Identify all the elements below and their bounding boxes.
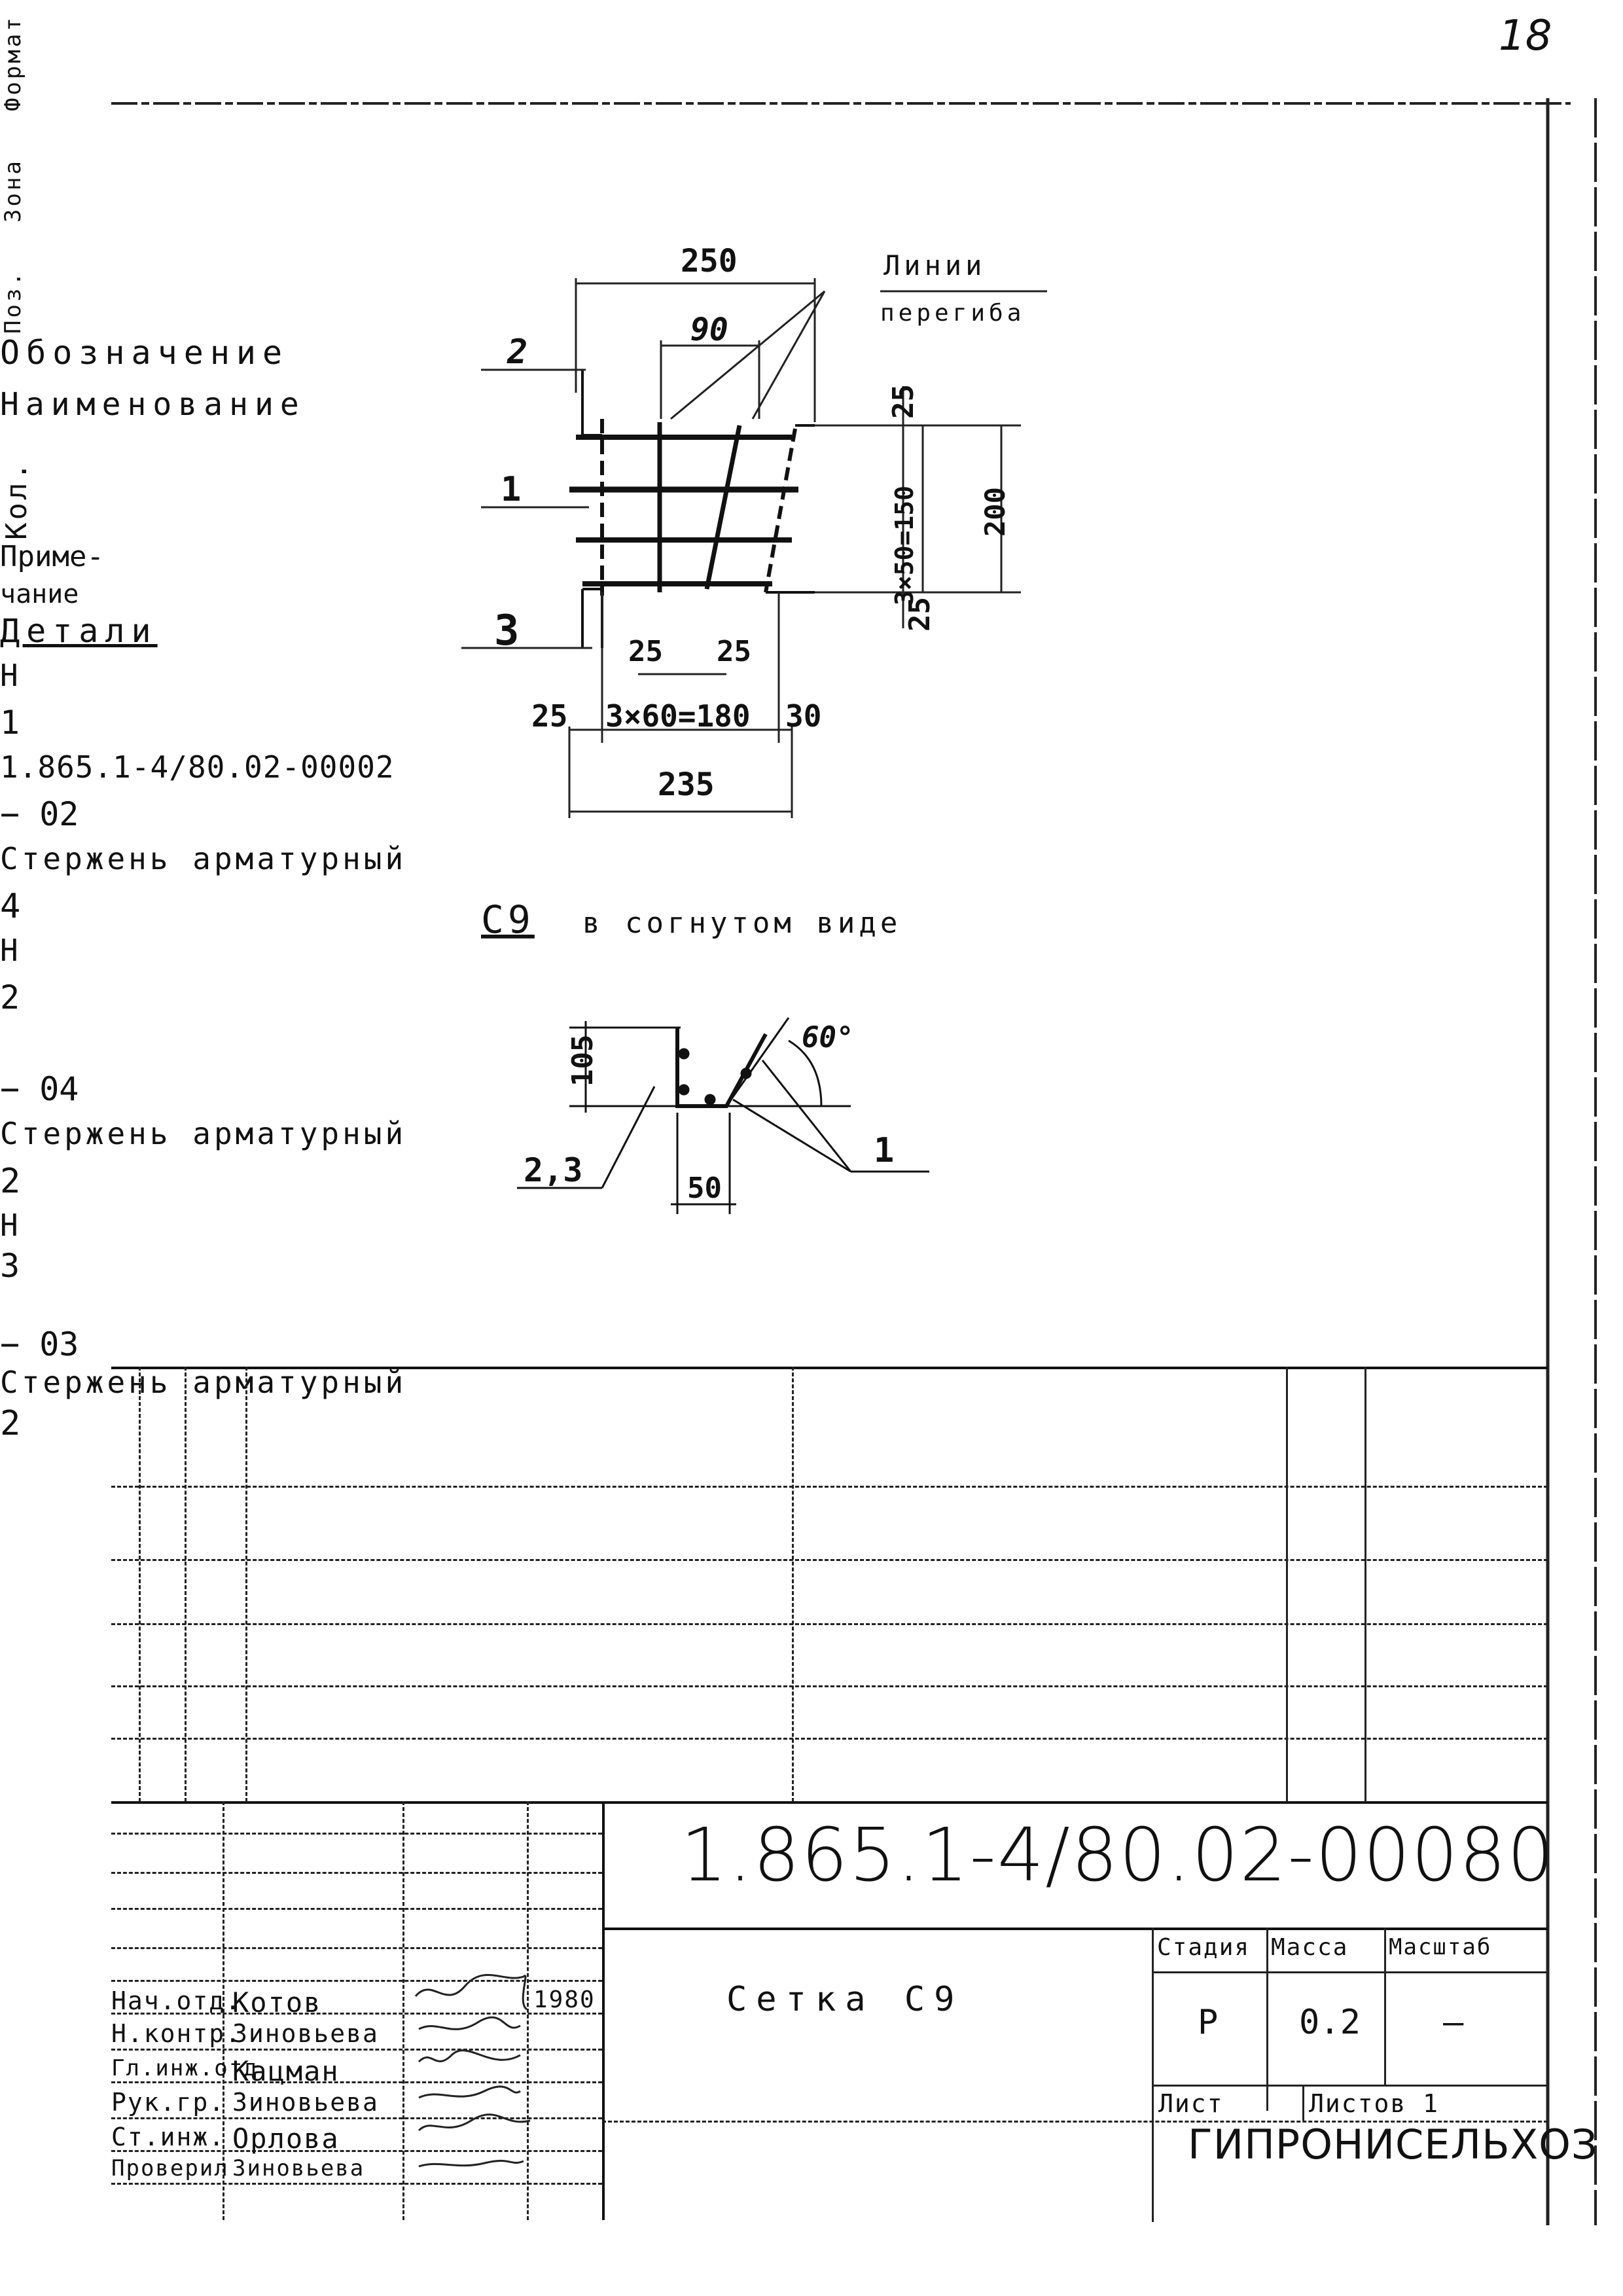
organization: ГИПРОНИСЕЛЬХОЗ <box>1188 2121 1598 2168</box>
stage-value: Р <box>1198 2003 1219 2042</box>
header-format: Формат <box>0 15 26 111</box>
signature-name: Котов <box>232 1986 322 2018</box>
signature-role: Ст.инж. <box>111 2123 226 2151</box>
dim-right-overall: 200 <box>979 487 1011 537</box>
callout-bend-lines-1: Линии <box>883 249 986 281</box>
bent-dim-width: 50 <box>687 1172 722 1205</box>
dim-overall-top: 250 <box>681 243 738 279</box>
signature-scribbles <box>406 1957 537 2193</box>
header-qty: Кол. <box>0 460 33 540</box>
stage-label: Стадия <box>1157 1934 1251 1961</box>
pos-mark-2: 2 <box>507 332 528 372</box>
dim-bottom-overall: 235 <box>658 766 715 803</box>
signature-role: Нач.отд. <box>111 1986 242 2015</box>
row-variant: − 03 <box>0 1325 79 1363</box>
header-note-2: чание <box>0 579 79 609</box>
signature-name: Орлова <box>232 2123 340 2155</box>
signature-name: Зиновьева <box>232 2155 365 2181</box>
sheet-label: Лист <box>1158 2089 1224 2118</box>
scale-label: Масштаб <box>1389 1934 1492 1960</box>
row-qty: 2 <box>0 1162 21 1201</box>
signature-name: Кацман <box>232 2055 340 2087</box>
bent-pos-right: 1 <box>874 1131 895 1170</box>
signature-role: Гл.инж.отд <box>111 2055 259 2081</box>
row-designation: 1.865.1-4/80.02-00002 <box>0 749 395 785</box>
pos-mark-1: 1 <box>501 470 522 509</box>
section-title: Детали <box>0 612 158 650</box>
bent-pos-left: 2,3 <box>524 1151 583 1189</box>
dim-bottom-right: 30 <box>785 698 822 734</box>
row-qty: 2 <box>0 1404 21 1443</box>
signature-role: Н.контр. <box>111 2019 242 2048</box>
sheet-number: 18 <box>1499 12 1552 60</box>
signature-role: Проверил <box>111 2155 229 2181</box>
mass-value: 0.2 <box>1299 2003 1361 2042</box>
bent-dim-height: 105 <box>566 1034 599 1086</box>
signature-name: Зиновьева <box>232 2088 379 2117</box>
header-name: Наименование <box>0 386 306 423</box>
row-pos: 3 <box>0 1247 20 1285</box>
signature-role: Рук.гр. <box>111 2088 226 2117</box>
header-pos: Поз. <box>0 270 26 334</box>
pos-mark-3: 3 <box>494 607 520 655</box>
dim-bar-left: 25 <box>628 635 663 668</box>
dim-right-spacing: 3×50=150 <box>890 485 919 605</box>
row-pos: 1 <box>0 704 20 742</box>
dim-bottom-left: 25 <box>531 698 568 734</box>
signature-name: Зиновьева <box>232 2019 379 2048</box>
row-pos: 2 <box>0 978 20 1016</box>
dim-bottom-spacing: 3×60=180 <box>605 698 751 734</box>
row-name: Стержень арматурный <box>0 1116 407 1151</box>
row-variant: − 04 <box>0 1070 79 1108</box>
scale-value: — <box>1443 2003 1464 2042</box>
sheets-label: Листов 1 <box>1309 2089 1440 2118</box>
dim-right-bottom: 25 <box>903 597 936 632</box>
dim-inner-top: 90 <box>690 312 728 348</box>
row-name: Стержень арматурный <box>0 1365 407 1400</box>
row-format: Н <box>0 1208 18 1243</box>
bent-dim-angle: 60° <box>802 1021 854 1054</box>
dim-right-top: 25 <box>887 384 920 419</box>
header-designation: Обозначение <box>0 334 289 372</box>
row-format: Н <box>0 658 18 693</box>
header-zone: Зона <box>0 158 26 223</box>
bent-view-title: в согнутом виде <box>582 906 902 940</box>
row-name: Стержень арматурный <box>0 841 407 876</box>
callout-bend-lines-2: перегиба <box>880 300 1026 327</box>
dim-bar-right: 25 <box>717 635 751 668</box>
mass-label: Масса <box>1271 1934 1349 1961</box>
row-variant: − 02 <box>0 795 79 833</box>
header-note-1: Приме- <box>0 540 104 573</box>
document-code: 1.865.1-4/80.02-00080 <box>681 1813 1556 1898</box>
signature-date: 1980 <box>533 1986 596 2013</box>
document-name: Сетка С9 <box>726 1980 964 2019</box>
row-format: Н <box>0 933 18 968</box>
bent-view-ref: С9 <box>481 897 535 942</box>
row-qty: 4 <box>0 887 21 926</box>
